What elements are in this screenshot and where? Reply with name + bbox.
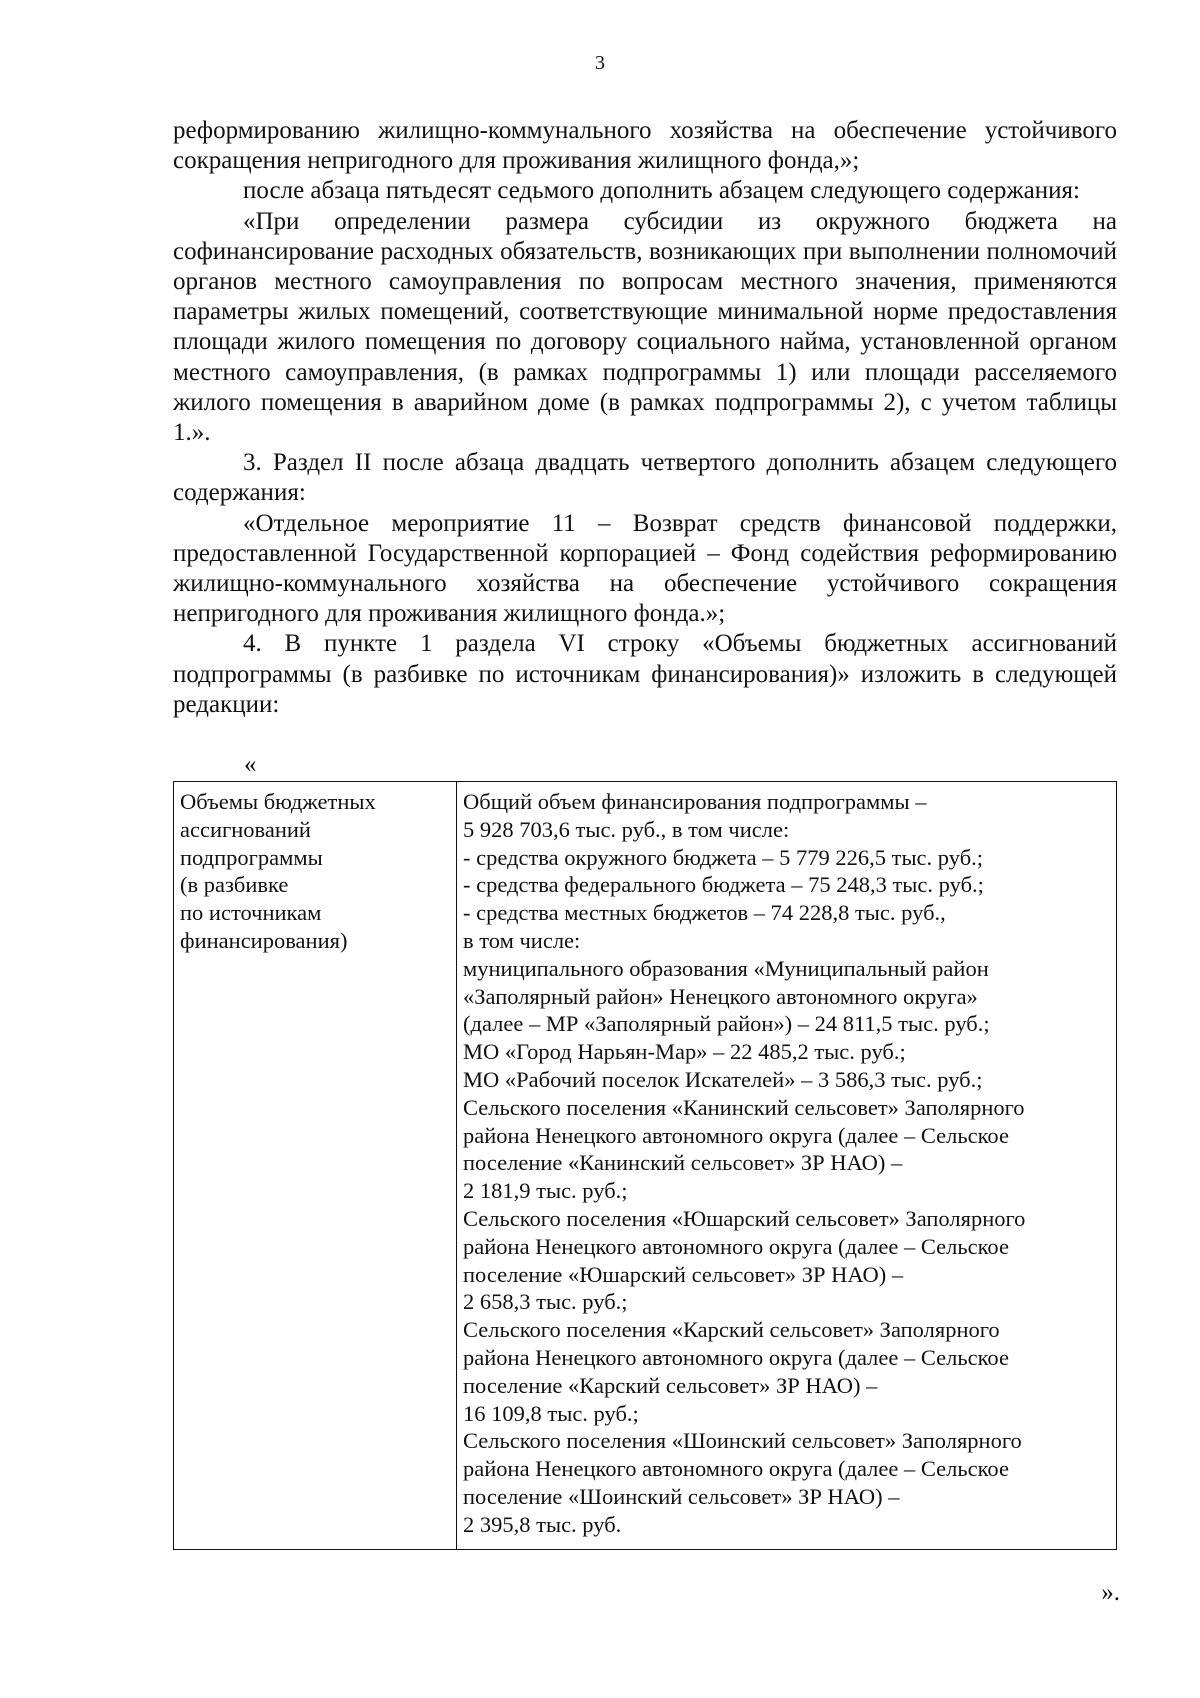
content-line: МО «Город Нарьян-Мар» – 22 485,2 тыс. руб.; — [463, 1039, 906, 1065]
closing-quote-mark: ». — [1101, 1579, 1120, 1606]
content-line: - средства местных бюджетов – 74 228,8 тыс. руб., — [463, 900, 946, 926]
content-line: Сельского поселения «Карский сельсовет» Заполярного — [463, 1317, 1000, 1343]
label-line: ассигнований — [180, 816, 311, 842]
content-line: муниципального образования «Муниципальный район — [463, 955, 989, 981]
label-line: (в разбивке — [180, 872, 289, 898]
budget-allocation-table — [173, 781, 1117, 1550]
content-line: 2 658,3 тыс. руб.; — [463, 1289, 628, 1315]
content-line: «Заполярный район» Ненецкого автономного округа» — [463, 983, 978, 1009]
content-line: района Ненецкого автономного округа (далее – Сельское — [463, 1344, 1009, 1370]
paragraph-subsidy-quote: «При определении размера субсидии из окружного бюджета на софинансирование расходных обязательств, возникающих при выполнении полномочий органов местного самоуправления по вопросам местного значения, применяются параметры жилых помещений, соответствующие минимальной норме предоставления площади жилого помещения по договору социального найма, установленной органом местного самоуправления, (в рамках подпрограммы 1) или площади расселяемого жилого помещения в аварийном доме (в рамках подпрограммы 2), с учетом таблицы 1.». — [173, 207, 1117, 447]
paragraph-section-2: 3. Раздел II после абзаца двадцать четвертого дополнить абзацем следующего содержания: — [173, 449, 1117, 507]
paragraph-measure-11-quote: «Отдельное мероприятие 11 – Возврат средств финансовой поддержки, предоставленной Государственной корпорацией – Фонд содействия реформированию жилищно-коммунального хозяйства на обеспечение устойчивого сокращения непригодного для проживания жилищного фонда.»; — [173, 509, 1117, 628]
content-line: 2 395,8 тыс. руб. — [463, 1511, 622, 1537]
table-row — [174, 782, 1117, 1550]
page-number: 3 — [595, 52, 605, 74]
paragraph-section-6: 4. В пункте 1 раздела VI строку «Объемы бюджетных ассигнований подпрограммы (в разбивке по источникам финансирования)» изложить в следующей редакции: — [173, 630, 1117, 718]
content-line: поселение «Шоинский сельсовет» ЗР НАО) – — [463, 1483, 900, 1509]
label-line: подпрограммы — [180, 844, 323, 870]
content-line: поселение «Карский сельсовет» ЗР НАО) – — [463, 1372, 878, 1398]
label-line: финансирования) — [180, 927, 348, 953]
content-line: поселение «Канинский сельсовет» ЗР НАО) – — [463, 1150, 903, 1176]
table-label-cell — [174, 782, 457, 1550]
content-line: 16 109,8 тыс. руб.; — [463, 1400, 639, 1426]
content-line: - средства окружного бюджета – 5 779 226,5 тыс. руб.; — [463, 844, 984, 870]
content-line: - средства федерального бюджета – 75 248,3 тыс. руб.; — [463, 872, 984, 898]
content-line: Сельского поселения «Канинский сельсовет» Заполярного — [463, 1094, 1025, 1120]
label-line: по источникам — [180, 900, 322, 926]
content-line: Сельского поселения «Юшарский сельсовет» Заполярного — [463, 1205, 1026, 1231]
content-line: района Ненецкого автономного округа (далее – Сельское — [463, 1122, 1009, 1148]
content-line: (далее – МР «Заполярный район») – 24 811,5 тыс. руб.; — [463, 1011, 990, 1037]
content-line: Общий объем финансирования подпрограммы – — [463, 789, 927, 814]
content-line: Сельского поселения «Шоинский сельсовет» Заполярного — [463, 1428, 1022, 1454]
label-line: Объемы бюджетных — [180, 789, 376, 814]
content-line: 5 928 703,6 тыс. руб., в том числе: — [463, 816, 790, 842]
opening-quote-mark: « — [244, 751, 257, 778]
paragraph-amendment-57: после абзаца пятьдесят седьмого дополнить абзацем следующего содержания: — [243, 177, 1080, 205]
content-line: в том числе: — [463, 927, 581, 953]
paragraph-continuation: реформированию жилищно-коммунального хозяйства на обеспечение устойчивого сокращения непригодного для проживания жилищного фонда,»; — [173, 117, 1117, 175]
table-content-cell — [457, 782, 1117, 1550]
content-line: поселение «Юшарский сельсовет» ЗР НАО) – — [463, 1261, 904, 1287]
content-line: района Ненецкого автономного округа (далее – Сельское — [463, 1233, 1009, 1259]
content-line: 2 181,9 тыс. руб.; — [463, 1178, 628, 1204]
content-line: района Ненецкого автономного округа (далее – Сельское — [463, 1456, 1009, 1482]
body-text — [173, 116, 1117, 720]
content-line: МО «Рабочий поселок Искателей» – 3 586,3 тыс. руб.; — [463, 1066, 983, 1092]
